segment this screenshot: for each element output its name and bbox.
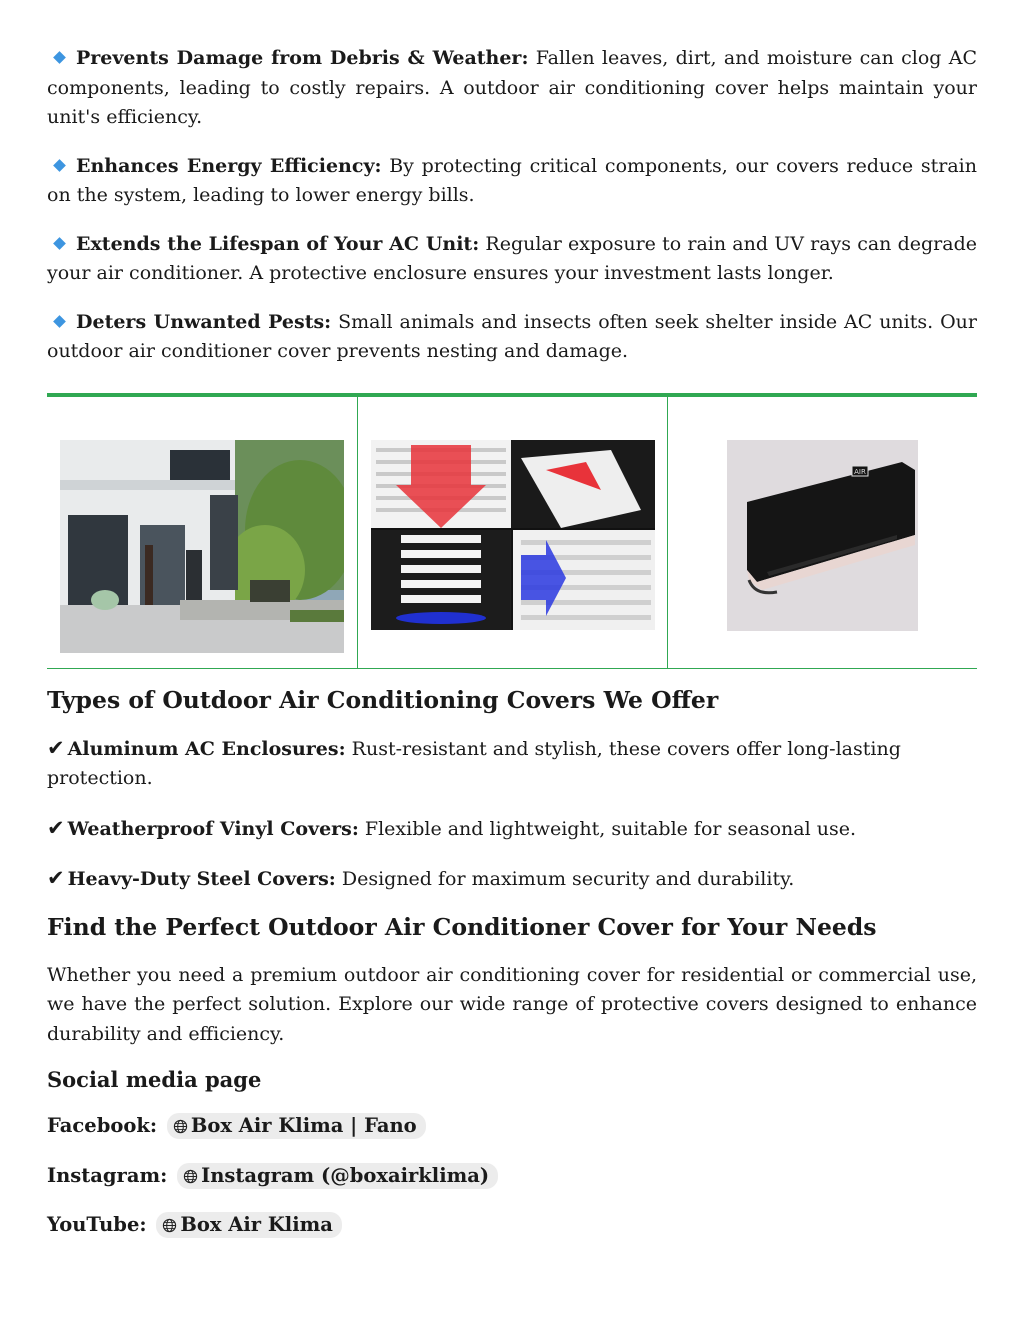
social-row-facebook <box>47 1112 977 1140</box>
globe-icon <box>173 1119 188 1134</box>
social-label: Instagram: <box>47 1164 168 1187</box>
gallery-cell-airflow <box>357 397 667 668</box>
social-heading: Social media page <box>47 1067 262 1092</box>
facebook-link-text[interactable]: Box Air Klima | Fano <box>190 1114 417 1137</box>
youtube-link-text[interactable]: Box Air Klima <box>180 1213 333 1236</box>
find-paragraph: Whether you need a premium outdoor air conditioning cover for residential or commercial use, we have the perfect solution. Explore our wide range of protective covers designed to enhance durability and efficiency. <box>47 963 977 1045</box>
social-row-instagram <box>47 1162 977 1190</box>
types-list <box>47 734 977 894</box>
youtube-link[interactable] <box>156 1212 342 1238</box>
benefit-item <box>47 230 977 289</box>
benefit-text: By protecting critical components, our covers reduce strain on the system, leading to lower energy bills. <box>47 154 977 206</box>
type-text: Designed for maximum security and durability. <box>335 867 795 890</box>
benefit-title: Prevents Damage from Debris & Weather: <box>76 47 529 69</box>
ac-badge: AIR <box>854 467 866 476</box>
diamond-bullet-icon <box>53 237 66 250</box>
type-item <box>47 864 977 894</box>
diamond-bullet-icon <box>53 51 66 64</box>
instagram-link[interactable] <box>177 1163 498 1189</box>
type-item <box>47 734 977 793</box>
benefit-item <box>47 44 977 133</box>
benefit-text: Regular exposure to rain and UV rays can degrade your air conditioner. A protective enclosure ensures your investment lasts longer. <box>47 232 977 284</box>
article <box>47 0 977 1239</box>
benefit-item <box>47 152 977 211</box>
benefit-text: Fallen leaves, dirt, and moisture can clog AC components, leading to costly repairs. A outdoor air conditioning cover helps maintain your unit's efficiency. <box>47 47 978 128</box>
social-row-youtube <box>47 1211 977 1239</box>
house-photo <box>60 440 344 653</box>
diamond-bullet-icon <box>53 159 66 172</box>
check-icon: ✔ <box>47 865 65 890</box>
type-title: Heavy-Duty Steel Covers: <box>67 867 336 890</box>
globe-icon <box>162 1218 177 1233</box>
benefit-text: Small animals and insects often seek shelter inside AC units. Our outdoor air conditioner cover prevents nesting and damage. <box>47 310 977 362</box>
instagram-link-text[interactable]: Instagram (@boxairklima) <box>201 1164 490 1187</box>
benefit-title: Extends the Lifespan of Your AC Unit: <box>76 232 480 255</box>
benefit-item <box>47 308 977 367</box>
benefit-title: Deters Unwanted Pests: <box>76 310 332 333</box>
gallery-cell-house <box>47 397 357 668</box>
diamond-bullet-icon <box>53 315 66 328</box>
wall-unit-photo <box>727 440 918 631</box>
benefits-list <box>47 44 977 367</box>
type-text: Rust-resistant and stylish, these covers offer long-lasting protection. <box>47 737 901 789</box>
social-links <box>47 1112 977 1239</box>
check-icon: ✔ <box>47 815 65 840</box>
type-item <box>47 814 977 844</box>
globe-icon <box>183 1169 198 1184</box>
type-title: Aluminum AC Enclosures: <box>67 737 346 760</box>
image-gallery <box>47 393 977 669</box>
social-label: Facebook: <box>47 1114 158 1137</box>
gallery-cell-wall-unit <box>667 397 977 668</box>
types-heading: Types of Outdoor Air Conditioning Covers We Offer <box>47 685 719 714</box>
airflow-diagram <box>371 440 655 630</box>
benefit-title: Enhances Energy Efficiency: <box>76 154 382 177</box>
type-text: Flexible and lightweight, suitable for seasonal use. <box>358 817 856 840</box>
check-icon: ✔ <box>47 735 65 760</box>
type-title: Weatherproof Vinyl Covers: <box>67 817 359 840</box>
facebook-link[interactable] <box>167 1113 426 1139</box>
find-heading: Find the Perfect Outdoor Air Conditioner Cover for Your Needs <box>47 912 877 941</box>
social-label: YouTube: <box>47 1213 147 1236</box>
